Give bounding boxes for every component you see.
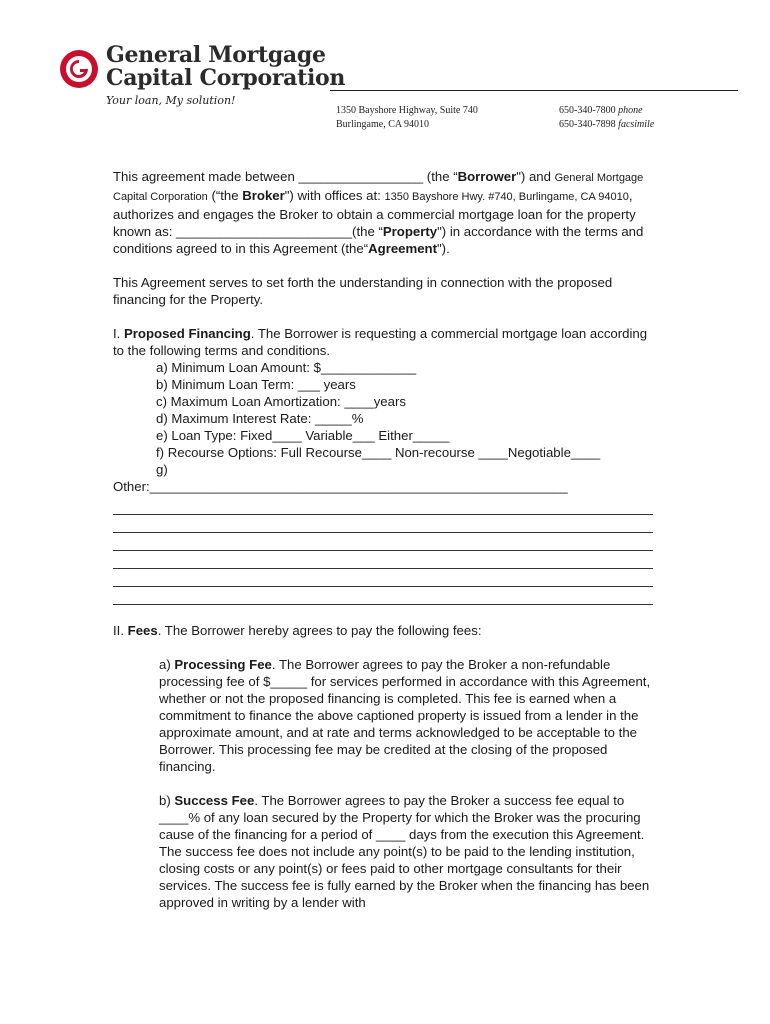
property-term: Property xyxy=(382,224,438,239)
company-name-line2: Capital Corporation xyxy=(106,65,346,91)
section-2-number: II. xyxy=(113,623,128,638)
success-fee-text: . The Borrower agrees to pay the Broker a success fee equal to ____% of any loan secured by the Property for which the Broker was the procuring cause of the financing for a period of ____ days from the execution this Agreement. The success fee does not include any point(s) to be paid to the lending institution, closing costs or any point(s) or fees paid to other mortgage consultants for their services. The success fee is fully earned by the Broker when the financing has been approved in writing by a lender with xyxy=(159,793,650,910)
office-address-inline: 1350 Bayshore Hwy. #740, Burlingame, CA 94010 xyxy=(384,191,629,203)
blank-lines xyxy=(113,497,658,605)
borrower-term: Borrower xyxy=(457,169,517,184)
broker-term: Broker xyxy=(242,188,285,203)
loan-term-item: f) Recourse Options: Full Recourse____ Non-recourse ____Negotiable____ xyxy=(156,445,601,460)
fax-number: 650-340-7898 xyxy=(559,119,616,130)
intro-text-7: "). xyxy=(437,241,450,256)
blank-line xyxy=(113,587,653,605)
section-1-number: I. xyxy=(113,326,124,341)
agreement-body xyxy=(113,168,658,911)
purpose-paragraph: This Agreement serves to set forth the understanding in connection with the proposed financing for the Property. xyxy=(113,275,613,307)
tagline: Your loan, My solution! xyxy=(106,94,236,107)
address-line2: Burlingame, CA 94010 xyxy=(336,119,430,130)
intro-text-3: (“the xyxy=(207,188,243,203)
blank-line xyxy=(113,515,653,533)
loan-term-item: d) Maximum Interest Rate: _____% xyxy=(156,411,364,426)
phone-label: phone xyxy=(618,105,643,116)
contact-numbers xyxy=(559,104,654,132)
loan-terms-list xyxy=(113,359,658,478)
agreement-term: Agreement xyxy=(368,241,437,256)
processing-fee-label: a) xyxy=(159,657,175,672)
section-1-title: Proposed Financing xyxy=(124,326,251,341)
loan-term-item: a) Minimum Loan Amount: $_____________ xyxy=(156,360,417,375)
loan-term-item: g) xyxy=(156,462,168,477)
company-logo xyxy=(58,44,348,114)
success-fee-title: Success Fee xyxy=(174,793,255,808)
intro-text-1: This agreement made between _________________ (the “ xyxy=(113,169,458,184)
company-name xyxy=(106,44,345,90)
fax-line xyxy=(559,118,654,132)
processing-fee-paragraph xyxy=(113,656,658,775)
processing-fee-text: . The Borrower agrees to pay the Broker a non-refundable processing fee of $_____ for services performed in accordance with this Agreement, whether or not the proposed financing is completed. This fee is earned when a commitment to finance the above captioned property is issued from a lender in the approximate amount, and at rate and terms acknowledged to be acceptable to the Borrower. This processing fee may be credited at the closing of the proposed financing. xyxy=(159,657,651,774)
blank-line xyxy=(113,551,653,569)
intro-text-5: , authorizes and engages the Broker to obtain a commercial mortgage loan for the property known as: ________________________(the “ xyxy=(113,188,636,239)
success-fee-paragraph xyxy=(113,792,658,911)
section-1-heading xyxy=(113,325,658,359)
company-address xyxy=(336,104,478,132)
blank-line xyxy=(113,533,653,551)
gmcc-logo-icon xyxy=(58,48,100,90)
intro-text-4: ") with offices at: xyxy=(284,188,385,203)
section-1-text: . The Borrower is requesting a commercial mortgage loan according to the following terms and conditions. xyxy=(113,326,648,358)
loan-term-item: e) Loan Type: Fixed____ Variable___ Either_____ xyxy=(156,428,450,443)
header-divider xyxy=(330,90,738,91)
success-fee-label: b) xyxy=(159,793,175,808)
company-name-inline: General Mortgage Capital Corporation xyxy=(113,172,644,203)
other-line: Other:_________________________________________________________ xyxy=(113,479,568,494)
intro-text-2: ") and xyxy=(516,169,555,184)
section-2-heading xyxy=(113,622,658,639)
loan-term-item: b) Minimum Loan Term: ___ years xyxy=(156,377,356,392)
blank-line xyxy=(113,497,653,515)
intro-text-6: ") in accordance with the terms and conditions agreed to in this Agreement (the“ xyxy=(113,224,644,256)
loan-term-item: c) Maximum Loan Amortization: ____years xyxy=(156,394,406,409)
company-name-line1: General Mortgage xyxy=(106,42,326,68)
section-2-title: Fees xyxy=(127,623,158,638)
address-line1: 1350 Bayshore Highway, Suite 740 xyxy=(336,105,478,116)
phone-line xyxy=(559,104,654,118)
processing-fee-title: Processing Fee xyxy=(174,657,272,672)
blank-line xyxy=(113,569,653,587)
section-2-text: . The Borrower hereby agrees to pay the following fees: xyxy=(157,623,482,638)
phone-number: 650-340-7800 xyxy=(559,105,616,116)
fax-label: facsimile xyxy=(618,119,655,130)
intro-paragraph xyxy=(113,168,658,257)
